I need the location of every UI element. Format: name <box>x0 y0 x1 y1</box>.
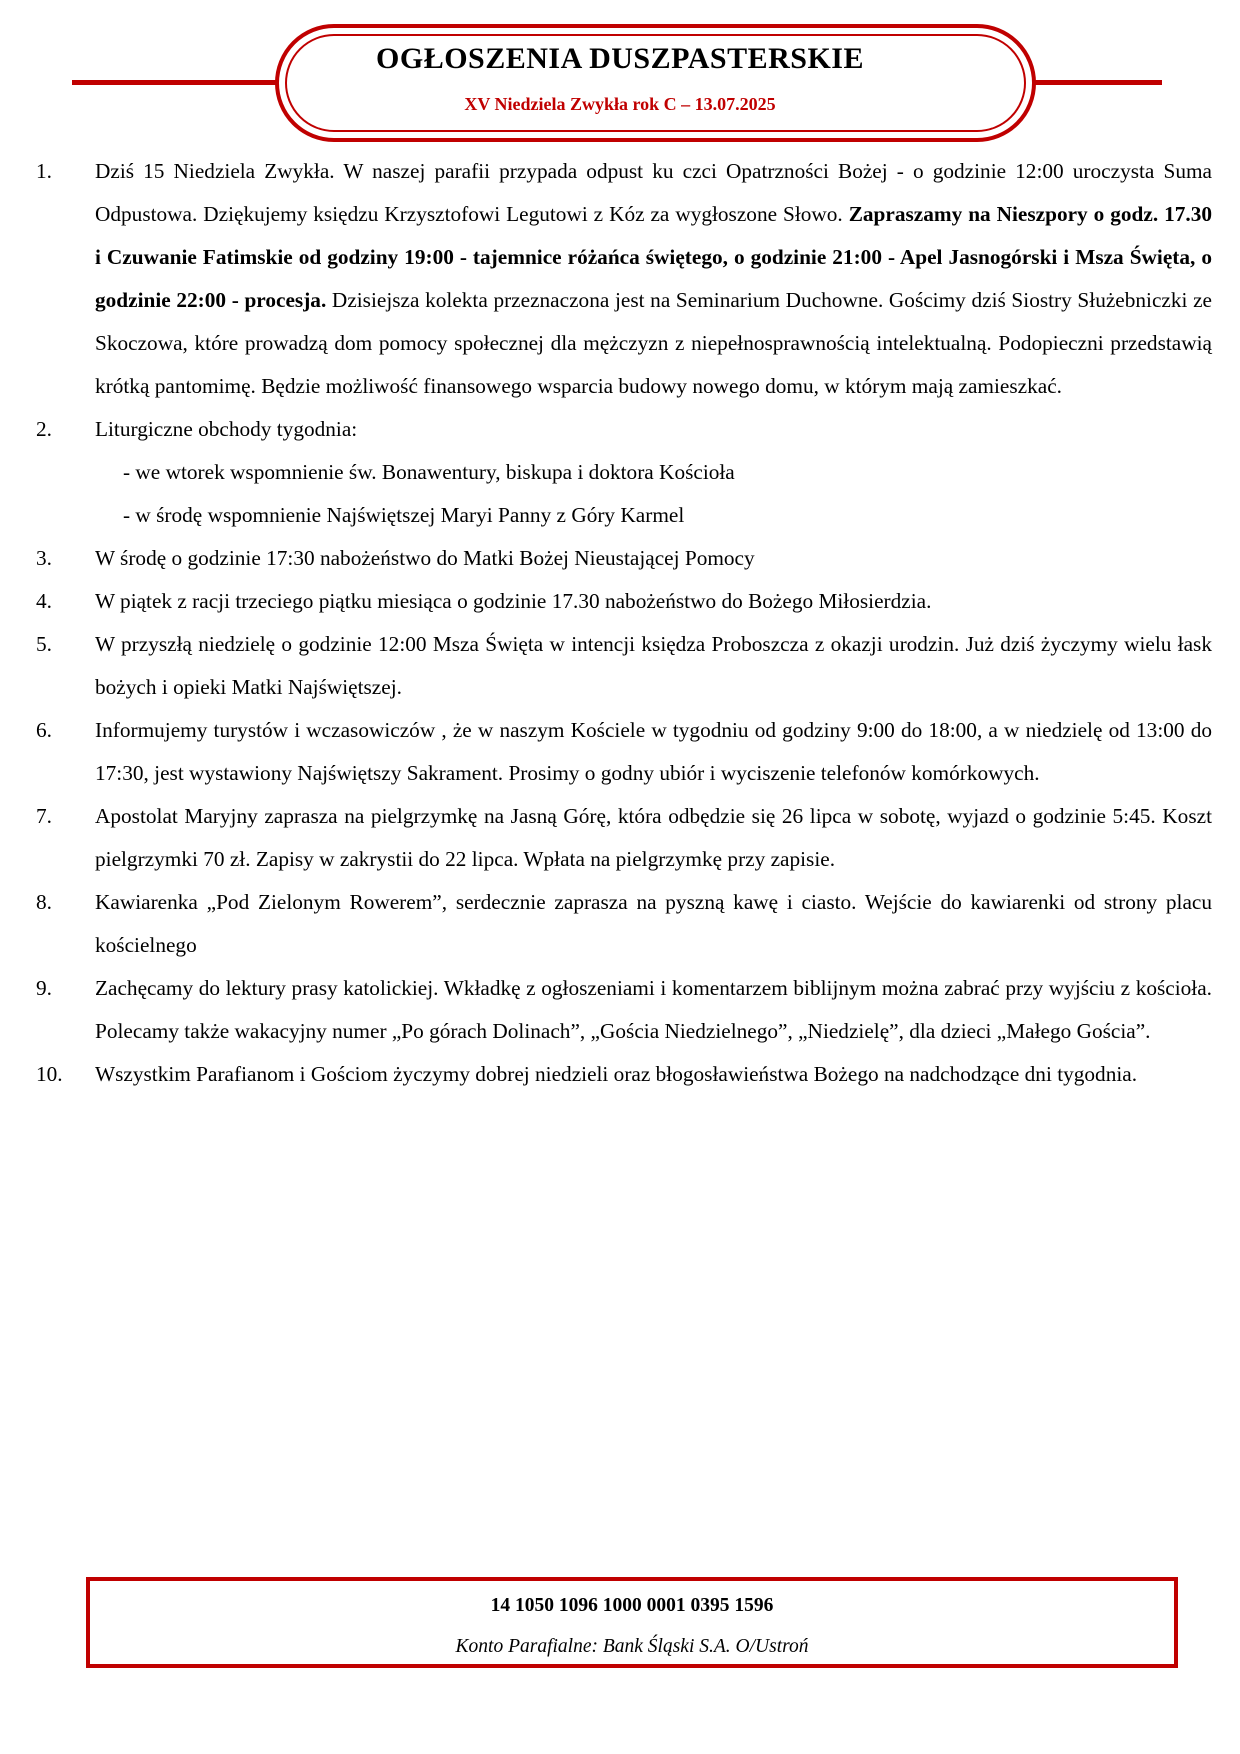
item-number: 5. <box>36 632 52 656</box>
account-label: Konto Parafialne: Bank Śląski S.A. O/Ustroń <box>455 1636 809 1657</box>
item-text: W piątek z racji trzeciego piątku miesiąca o godzinie 17.30 nabożeństwo do Bożego Miłosierdzia. <box>95 589 932 613</box>
announcement-item <box>36 623 1212 709</box>
item-number: 10. <box>36 1062 63 1086</box>
item-text-bold: Zapraszamy na Nieszpory o godz. 17.30 i Czuwanie Fatimskie od godziny 19:00 - tajemnice różańca świętego, o godzinie 21:00 - Apel Jasnogórski i Msza Święta, o godzinie 22:00 - procesja. <box>95 202 1212 312</box>
announcement-item <box>36 795 1212 881</box>
item-text: W przyszłą niedzielę o godzinie 12:00 Msza Święta w intencji księdza Proboszcza z okazji urodzin. Już dziś życzymy wielu łask bożych i opieki Matki Najświętszej. <box>95 632 1212 699</box>
item-number: 8. <box>36 890 52 914</box>
item-text: Informujemy turystów i wczasowiczów , że w naszym Kościele w tygodniu od godziny 9:00 do 18:00, a w niedzielę od 13:00 do 17:30, jest wystawiony Najświętszy Sakrament. Prosimy o godny ubiór i wyciszenie telefonów komórkowych. <box>95 718 1212 785</box>
announcement-item <box>36 709 1212 795</box>
item-number: 9. <box>36 976 52 1000</box>
sub-item: - we wtorek wspomnienie św. Bonawentury, biskupa i doktora Kościoła <box>123 460 735 484</box>
announcement-item <box>36 408 1212 537</box>
item-text <box>95 408 1212 537</box>
item-text-part: Dzisiejsza kolekta przeznaczona jest na Seminarium Duchowne. Gościmy dziś Siostry Służebniczki ze Skoczowa, które prowadzą dom pomocy społecznej dla mężczyzn z niepełnosprawnością intelektualną. Podopieczni przedstawią krótką pantomimę. Będzie możliwość finansowego wsparcia budowy nowego domu, w którym mają zamieszkać. <box>95 288 1212 398</box>
item-text: Zachęcamy do lektury prasy katolickiej. Wkładkę z ogłoszeniami i komentarzem biblijnym można zabrać przy wyjściu z kościoła. Polecamy także wakacyjny numer „Po górach Dolinach”, „Gościa Niedzielnego”, „Niedzielę”, dla dzieci „Małego Gościa”. <box>95 976 1212 1043</box>
item-text: Apostolat Maryjny zaprasza na pielgrzymkę na Jasną Górę, która odbędzie się 26 lipca w sobotę, wyjazd o godzinie 5:45. Koszt pielgrzymki 70 zł. Zapisy w zakrystii do 22 lipca. Wpłata na pielgrzymkę przy zapisie. <box>95 804 1212 871</box>
item-text-part: Liturgiczne obchody tygodnia: <box>95 417 358 441</box>
item-number: 3. <box>36 546 52 570</box>
item-number: 4. <box>36 589 52 613</box>
header-rule-right <box>1030 80 1162 85</box>
bank-account-box <box>86 1577 1178 1668</box>
announcement-item <box>36 881 1212 967</box>
item-text: Kawiarenka „Pod Zielonym Rowerem”, serdecznie zaprasza na pyszną kawę i ciasto. Wejście do kawiarenki od strony placu kościelnego <box>95 890 1212 957</box>
item-number: 2. <box>36 417 52 441</box>
page-title: OGŁOSZENIA DUSZPASTERSKIE <box>376 42 864 75</box>
announcement-item <box>36 537 1212 580</box>
header-rule-left <box>72 80 277 85</box>
announcement-list <box>36 150 1212 1096</box>
item-text: W środę o godzinie 17:30 nabożeństwo do Matki Bożej Nieustającej Pomocy <box>95 546 755 570</box>
item-text: Wszystkim Parafianom i Gościom życzymy dobrej niedzieli oraz błogosławieństwa Bożego na nadchodzące dni tygodnia. <box>95 1062 1138 1086</box>
item-text <box>95 150 1212 408</box>
account-number: 14 1050 1096 1000 0001 0395 1596 <box>490 1595 774 1616</box>
announcement-item <box>36 580 1212 623</box>
item-number: 1. <box>36 159 52 183</box>
item-number: 6. <box>36 718 52 742</box>
announcement-item <box>36 150 1212 408</box>
announcement-item <box>36 1053 1212 1096</box>
item-number: 7. <box>36 804 52 828</box>
page-subtitle: XV Niedziela Zwykła rok C – 13.07.2025 <box>464 94 776 114</box>
sub-item: - w środę wspomnienie Najświętszej Maryi Panny z Góry Karmel <box>123 503 685 527</box>
item-text-part: Dziś 15 Niedziela Zwykła. W naszej parafii przypada odpust ku czci Opatrzności Bożej - o godzinie 12:00 uroczysta Suma Odpustowa. Dziękujemy księdzu Krzysztofowi Legutowi z Kóz za wygłoszone Słowo. <box>95 159 1212 226</box>
announcement-item <box>36 967 1212 1053</box>
